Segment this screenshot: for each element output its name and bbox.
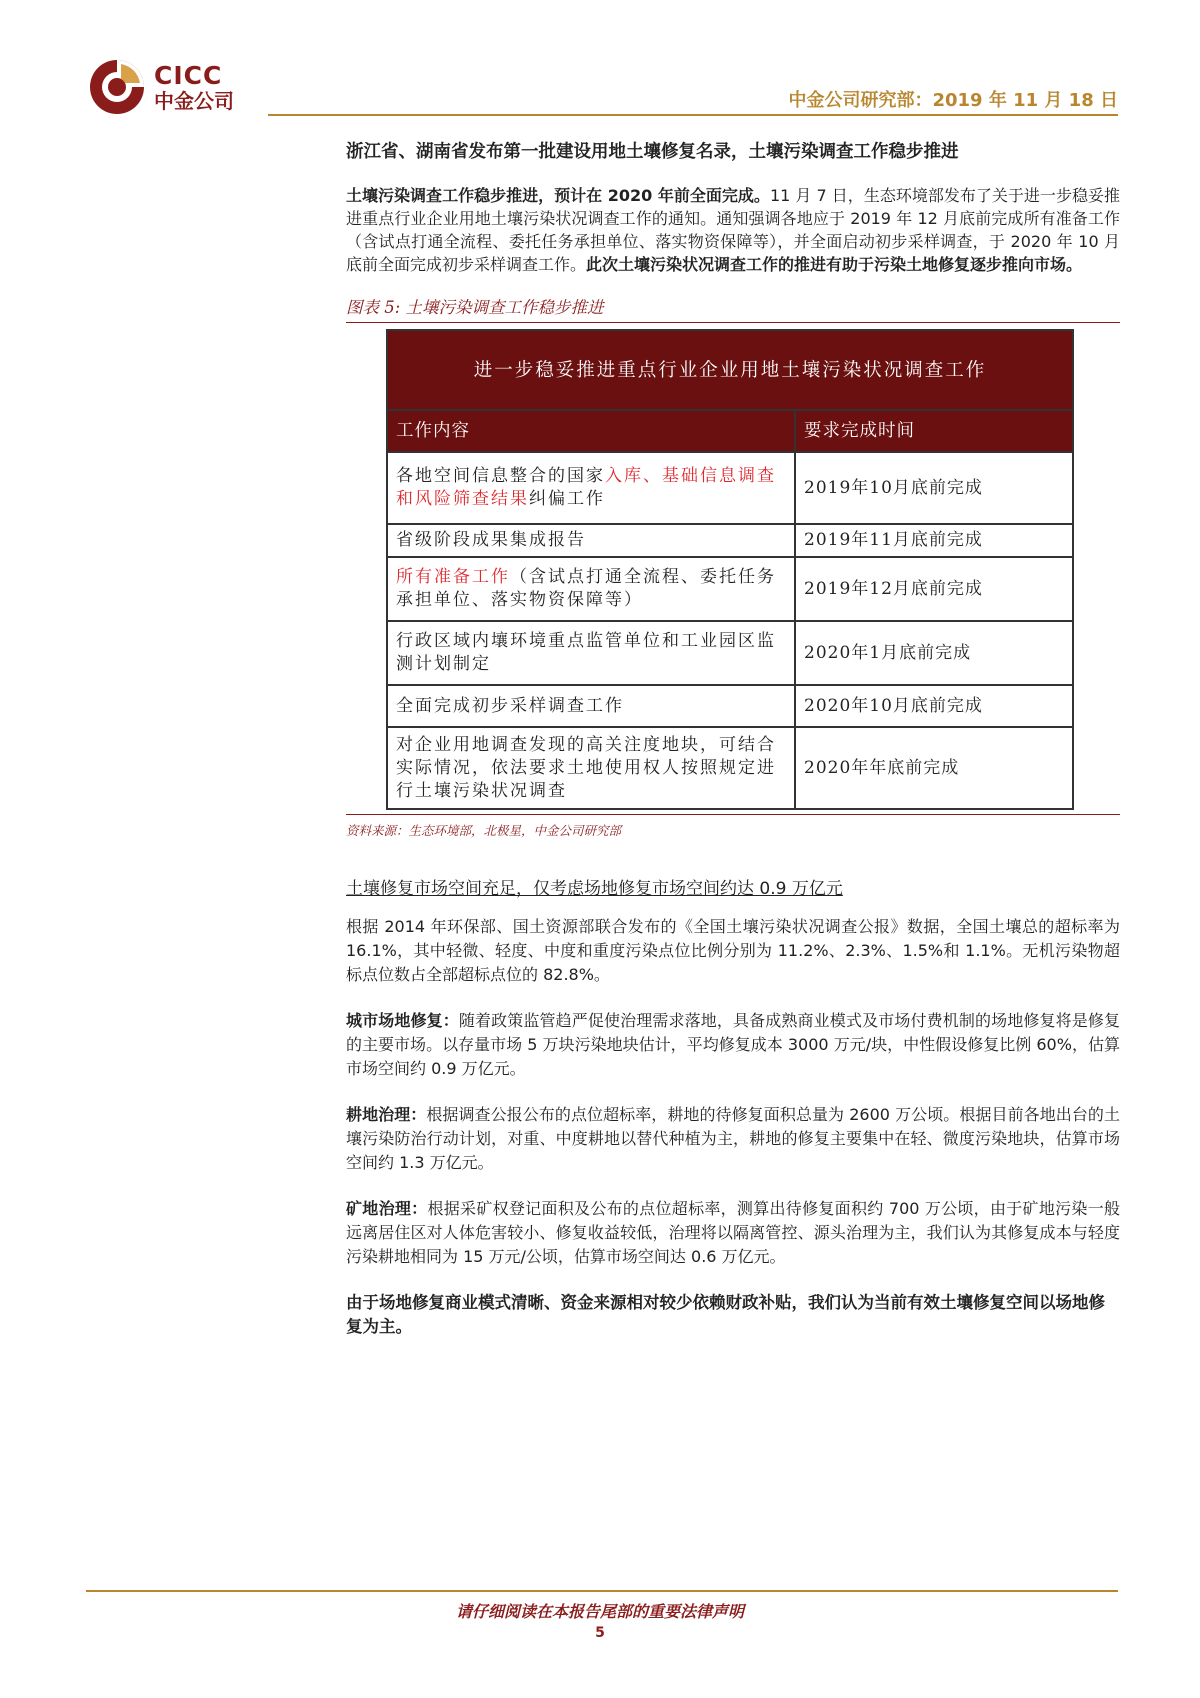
work-text: 行政区域内壤环境重点监管单位和工业园区监测计划制定	[396, 631, 776, 674]
intro-body: 11 月 7 日，生态环境部发布了关于进一步稳妥推进重点行业企业用地土壤污染状况调查工作的通知。通知强调各地应于 2019 年 12 月底前完成所有准备工作（含试点打通全流程、委托任务承担单位、落实物资保障等），并全面启动初步采样调查，于 2020 年 10 月底前全面完成初步采样调查工作。	[346, 186, 1120, 274]
header-divider	[268, 114, 1118, 116]
farmland-body: 根据调查公报公布的点位超标率，耕地的待修复面积总量为 2600 万公顷。根据目前各地出台的土壤污染防治行动计划，对重、中度耕地以替代种植为主，耕地的修复主要集中在轻、微度污染地块，估算市场空间约 1.3 万亿元。	[346, 1105, 1120, 1172]
deadline-cell: 2019年12月底前完成	[795, 557, 1073, 621]
cicc-logo-icon	[88, 58, 146, 116]
deadline-cell: 2019年11月底前完成	[795, 524, 1073, 557]
urban-site-body: 随着政策监管趋严促使治理需求落地，具备成熟商业模式及市场付费机制的场地修复将是修复的主要市场。以存量市场 5 万块污染地块估计，平均修复成本 3000 万元/块，中性假设修复比例 60%，估算市场空间约 0.9 万亿元。	[346, 1011, 1120, 1078]
table-row	[387, 621, 1073, 685]
logo-text-en: CICC	[154, 61, 223, 90]
report-date: 中金公司研究部：2019 年 11 月 18 日	[788, 90, 1118, 111]
work-text: 各地空间信息整合的国家	[396, 466, 605, 486]
logo-text-cn: 中金公司	[154, 89, 234, 113]
main-content	[346, 140, 1120, 1339]
intro-tail: 此次土壤污染状况调查工作的推进有助于污染土地修复逐步推向市场。	[586, 255, 1083, 274]
work-text: 纠偏工作	[529, 489, 605, 509]
farmland-paragraph	[346, 1103, 1120, 1175]
mine-lead: 矿地治理：	[346, 1199, 428, 1218]
work-highlight: 所有准备工作	[396, 567, 510, 587]
mine-paragraph	[346, 1197, 1120, 1269]
work-cell	[387, 452, 795, 524]
figure-title: 图表 5: 土壤污染调查工作稳步推进	[346, 288, 1120, 323]
work-text: 省级阶段成果集成报告	[396, 530, 586, 550]
table-row	[387, 524, 1073, 557]
legal-disclaimer-notice: 请仔细阅读在本报告尾部的重要法律声明	[455, 1602, 744, 1621]
work-cell	[387, 524, 795, 557]
table-row	[387, 452, 1073, 524]
work-text: 对企业用地调查发现的高关注度地块，可结合实际情况，依法要求土地使用权人按照规定进行土壤污染状况调查	[396, 734, 776, 801]
urban-site-lead: 城市场地修复：	[346, 1011, 459, 1030]
work-cell	[387, 557, 795, 621]
col-header-deadline: 要求完成时间	[795, 410, 1073, 452]
work-text: 全面完成初步采样调查工作	[396, 695, 624, 716]
section-title: 浙江省、湖南省发布第一批建设用地土壤修复名录，土壤污染调查工作稳步推进	[346, 142, 959, 162]
work-cell	[387, 727, 795, 809]
cicc-logo	[88, 58, 268, 120]
work-cell	[387, 621, 795, 685]
deadline-cell: 2020年1月底前完成	[795, 621, 1073, 685]
market-section-title: 土壤修复市场空间充足，仅考虑场地修复市场空间约达 0.9 万亿元	[346, 879, 843, 899]
intro-paragraph	[346, 184, 1120, 276]
conclusion-paragraph: 由于场地修复商业模式清晰、资金来源相对较少依赖财政补贴，我们认为当前有效土壤修复空间以场地修复为主。	[346, 1293, 1105, 1336]
work-highlight: 入库、基础信息调查和风险筛查结果	[396, 466, 776, 509]
deadline-cell: 2019年10月底前完成	[795, 452, 1073, 524]
page-number: 5	[595, 1625, 605, 1641]
farmland-lead: 耕地治理：	[346, 1105, 427, 1124]
table-row	[387, 557, 1073, 621]
survey-data-paragraph: 根据 2014 年环保部、国土资源部联合发布的《全国土壤污染状况调查公报》数据，全国土壤总的超标率为 16.1%，其中轻微、轻度、中度和重度污染点位比例分别为 11.2%、2.3%、1.5%和 1.1%。无机污染物超标点位数占全部超标点位的 82.8%。	[346, 917, 1120, 984]
table-row	[387, 685, 1073, 727]
table-caption: 进一步稳妥推进重点行业企业用地土壤污染状况调查工作	[387, 330, 1073, 410]
intro-lead: 土壤污染调查工作稳步推进，预计在 2020 年前全面完成。	[346, 186, 770, 205]
deadline-cell: 2020年10月底前完成	[795, 685, 1073, 727]
col-header-work: 工作内容	[387, 410, 795, 452]
survey-table	[386, 329, 1074, 810]
figure-source: 资料来源：生态环境部，北极星，中金公司研究部	[346, 814, 1120, 839]
work-cell	[387, 685, 795, 727]
mine-body: 根据采矿权登记面积及公布的点位超标率，测算出待修复面积约 700 万公顷，由于矿地污染一般远离居住区对人体危害较小、修复收益较低，治理将以隔离管控、源头治理为主，我们认为其修复成本与轻度污染耕地相同为 15 万元/公顷，估算市场空间达 0.6 万亿元。	[346, 1199, 1120, 1266]
footer-divider	[86, 1590, 1118, 1592]
work-text: （含试点打通全流程、委托任务承担单位、落实物资保障等）	[396, 567, 776, 610]
urban-site-paragraph	[346, 1009, 1120, 1081]
table-row	[387, 727, 1073, 809]
deadline-cell: 2020年年底前完成	[795, 727, 1073, 809]
